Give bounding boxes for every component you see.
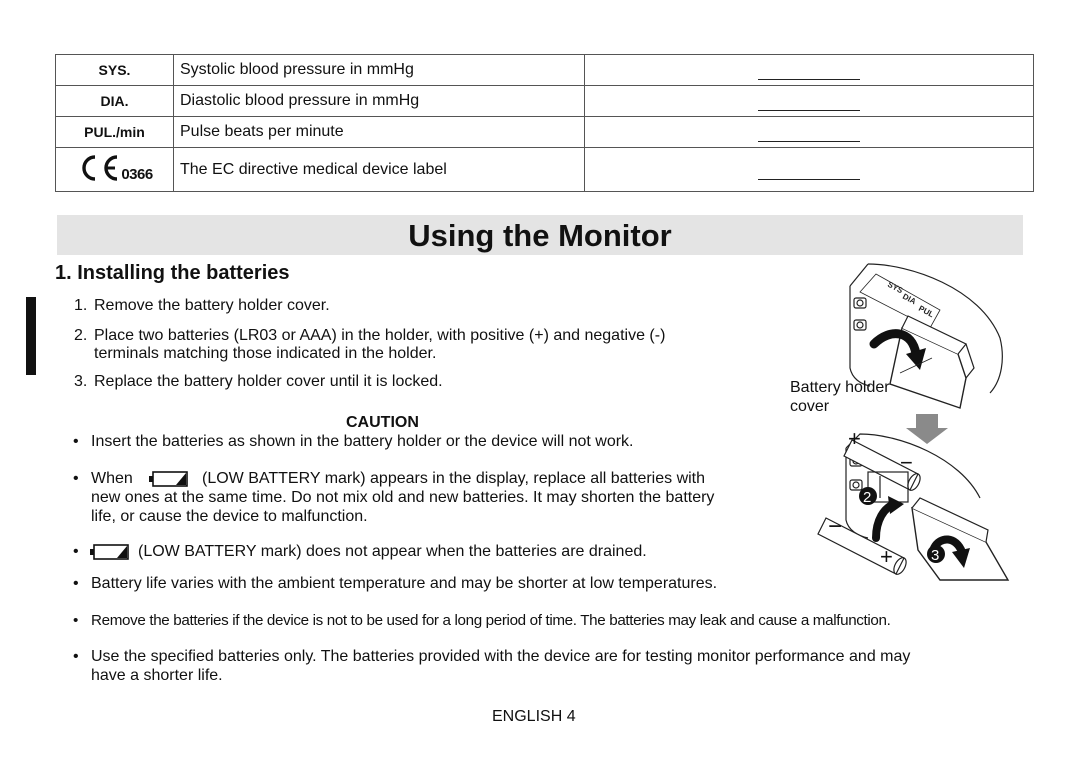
page-footer: ENGLISH 4 — [492, 708, 576, 725]
symbol-cell: SYS. — [56, 55, 174, 86]
caution-bullet — [73, 648, 1043, 688]
bullet-text: (LOW BATTERY mark) appears in the display, replace all batteries with — [202, 470, 706, 487]
blank-cell — [585, 86, 1034, 117]
step-text: Remove the battery holder cover. — [94, 297, 330, 314]
step-2-number: 2 — [863, 489, 872, 506]
bullet-text: have a shorter life. — [91, 667, 223, 684]
svg-text:SYS: SYS — [886, 279, 905, 296]
description-cell: Systolic blood pressure in mmHg — [174, 55, 585, 86]
illustration-label: Battery holder — [790, 379, 890, 396]
step-number: 3. — [74, 373, 88, 390]
bullet-dot: • — [73, 433, 79, 450]
symbols-table — [55, 54, 1034, 192]
step-text-continued: terminals matching those indicated in the holder. — [94, 345, 437, 362]
blank-line — [758, 79, 860, 80]
description-cell: Pulse beats per minute — [174, 117, 585, 148]
ce-mark-icon — [76, 153, 152, 183]
step-1-number: 1 — [885, 339, 894, 356]
table-row — [56, 148, 1034, 192]
bullet-text: new ones at the same time. Do not mix old and new batteries. It may shorten the battery — [91, 489, 715, 506]
bullet-text: Remove the batteries if the device is not to be used for a long period of time. The batteries may leak and cause a malfunction. — [91, 612, 891, 629]
svg-text:−: − — [828, 513, 843, 540]
table-row — [56, 86, 1034, 117]
bullet-dot: • — [73, 543, 79, 560]
caution-bullet — [73, 433, 793, 453]
svg-text:+: + — [880, 544, 893, 569]
step-item — [74, 297, 774, 317]
description-cell: Diastolic blood pressure in mmHg — [174, 86, 585, 117]
step-text: Replace the battery holder cover until it is locked. — [94, 373, 443, 390]
caution-bullet — [73, 612, 1043, 632]
notified-body-number: 0366 — [121, 166, 153, 183]
step-number: 2. — [74, 327, 88, 344]
symbol-cell: DIA. — [56, 86, 174, 117]
caution-heading: CAUTION — [346, 414, 419, 431]
page-title: Using the Monitor — [57, 215, 1023, 255]
bullet-text: Insert the batteries as shown in the battery holder or the device will not work. — [91, 433, 634, 450]
svg-text:+: + — [848, 426, 861, 451]
blank-cell — [585, 55, 1034, 86]
bullet-dot: • — [73, 648, 79, 665]
step-item — [74, 327, 774, 367]
arrow-down-icon — [906, 414, 948, 444]
svg-text:PUL: PUL — [917, 303, 936, 320]
blank-line — [758, 110, 860, 111]
blank-cell — [585, 117, 1034, 148]
svg-text:−: − — [900, 450, 913, 475]
device-bottom-view — [818, 426, 1008, 580]
section-title: 1. Installing the batteries — [55, 262, 290, 284]
table-row — [56, 117, 1034, 148]
bullet-text: life, or cause the device to malfunction. — [91, 508, 368, 525]
bullet-dot: • — [73, 612, 78, 629]
ce-logo-icon — [76, 153, 120, 183]
table-row — [56, 55, 1034, 86]
bullet-text: (LOW BATTERY mark) does not appear when the batteries are drained. — [138, 543, 647, 560]
bullet-text: Use the specified batteries only. The batteries provided with the device are for testing monitor performance and may — [91, 648, 911, 665]
bullet-text: Battery life varies with the ambient temperature and may be shorter at low temperatures. — [91, 575, 718, 592]
step-text: Place two batteries (LR03 or AAA) in the holder, with positive (+) and negative (-) — [94, 327, 666, 344]
battery-installation-illustration — [790, 258, 1040, 588]
step-item — [74, 373, 774, 393]
low-battery-icon — [149, 471, 189, 489]
low-battery-icon — [90, 544, 130, 562]
blank-line — [758, 179, 860, 180]
ce-mark-cell — [56, 148, 174, 192]
blank-line — [758, 141, 860, 142]
description-cell: The EC directive medical device label — [174, 148, 585, 192]
bullet-when: When — [91, 470, 133, 487]
caution-bullet — [73, 543, 793, 563]
illustration-label: cover — [790, 398, 830, 415]
caution-bullet — [73, 575, 833, 595]
step-3-number: 3 — [931, 547, 940, 564]
section-marker-bar — [26, 297, 36, 375]
blank-cell — [585, 148, 1034, 192]
bullet-dot: • — [73, 470, 79, 487]
svg-text:DIA: DIA — [901, 291, 918, 307]
bullet-dot: • — [73, 575, 79, 592]
symbol-cell: PUL./min — [56, 117, 174, 148]
step-number: 1. — [74, 297, 88, 314]
caution-bullet — [73, 470, 803, 530]
